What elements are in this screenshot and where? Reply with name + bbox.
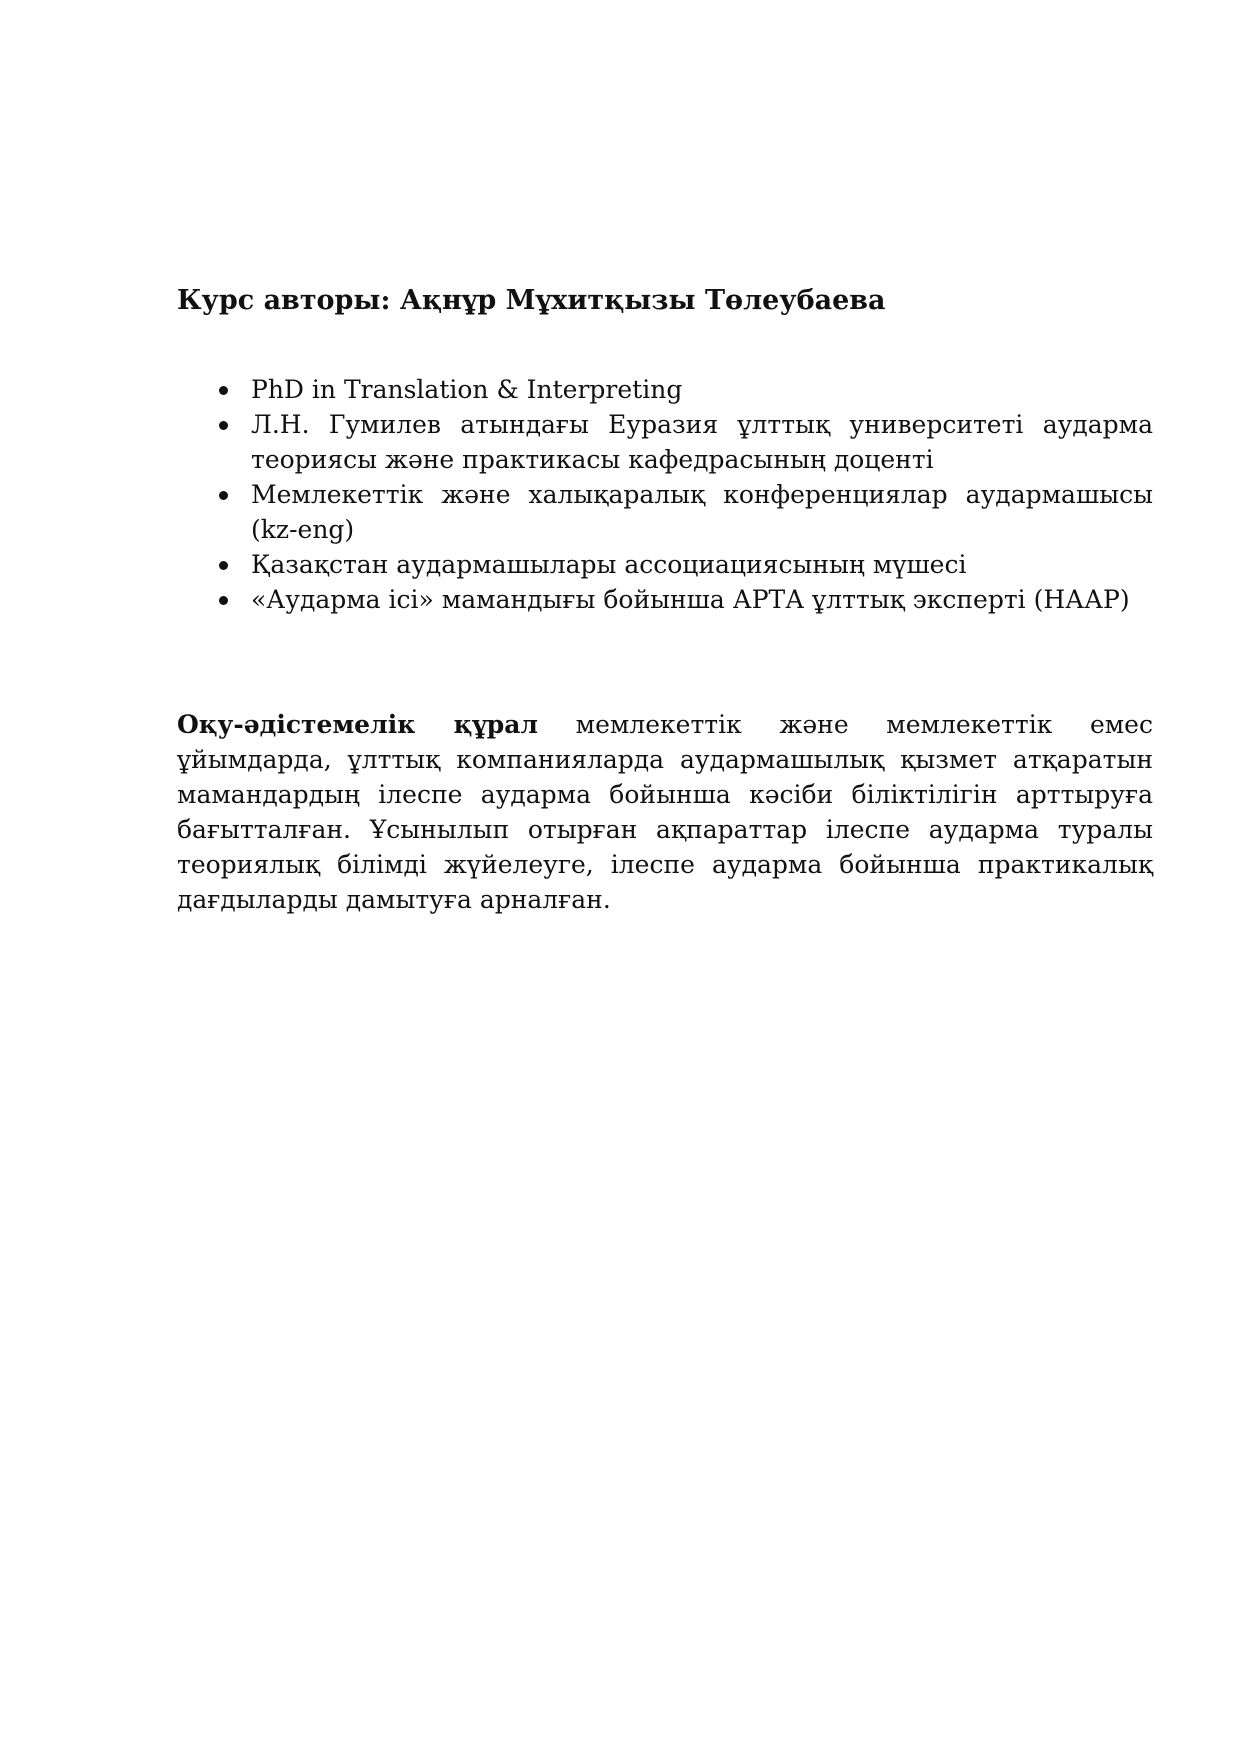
bullet-icon bbox=[219, 596, 228, 605]
bullet-icon bbox=[219, 491, 228, 500]
bullet-icon bbox=[219, 561, 228, 570]
bullet-icon bbox=[219, 421, 228, 430]
credential-text: Мемлекеттік және халықаралық конференциялар аудармашысы (kz-eng) bbox=[251, 480, 1153, 544]
description-lead: Оқу-әдістемелік құрал bbox=[177, 710, 539, 739]
list-item bbox=[177, 372, 1153, 407]
list-item bbox=[177, 582, 1153, 617]
list-item bbox=[177, 547, 1153, 582]
list-item bbox=[177, 407, 1153, 477]
credential-text: Қазақстан аудармашылары ассоциациясының мүшесі bbox=[251, 550, 967, 579]
credential-text: PhD in Translation & Interpreting bbox=[251, 375, 683, 404]
credential-text: «Аударма ісі» мамандығы бойынша АРТА ұлттық эксперті (НААР) bbox=[251, 585, 1130, 614]
bullet-icon bbox=[219, 386, 228, 395]
list-item bbox=[177, 477, 1153, 547]
credential-text: Л.Н. Гумилев атындағы Еуразия ұлттық университеті аударма теориясы және практикасы кафедрасының доценті bbox=[251, 410, 1153, 474]
description-body: мемлекеттік және мемлекеттік емес ұйымдарда, ұлттық компанияларда аудармашылық қызмет атқаратын мамандардың ілеспе аударма бойынша кәсіби біліктілігін арттыруға бағытталған. Ұсынылып отырған ақпараттар ілеспе аударма туралы теориялық білімді жүйелеуге, ілеспе аударма бойынша практикалық дағдыларды дамытуға арналған. bbox=[177, 710, 1153, 914]
credentials-list bbox=[177, 372, 1153, 617]
course-author-line: Курс авторы: Ақнұр Мұхитқызы Төлеубаева bbox=[177, 285, 886, 316]
description-paragraph bbox=[177, 707, 1153, 917]
page-content bbox=[177, 284, 1153, 917]
